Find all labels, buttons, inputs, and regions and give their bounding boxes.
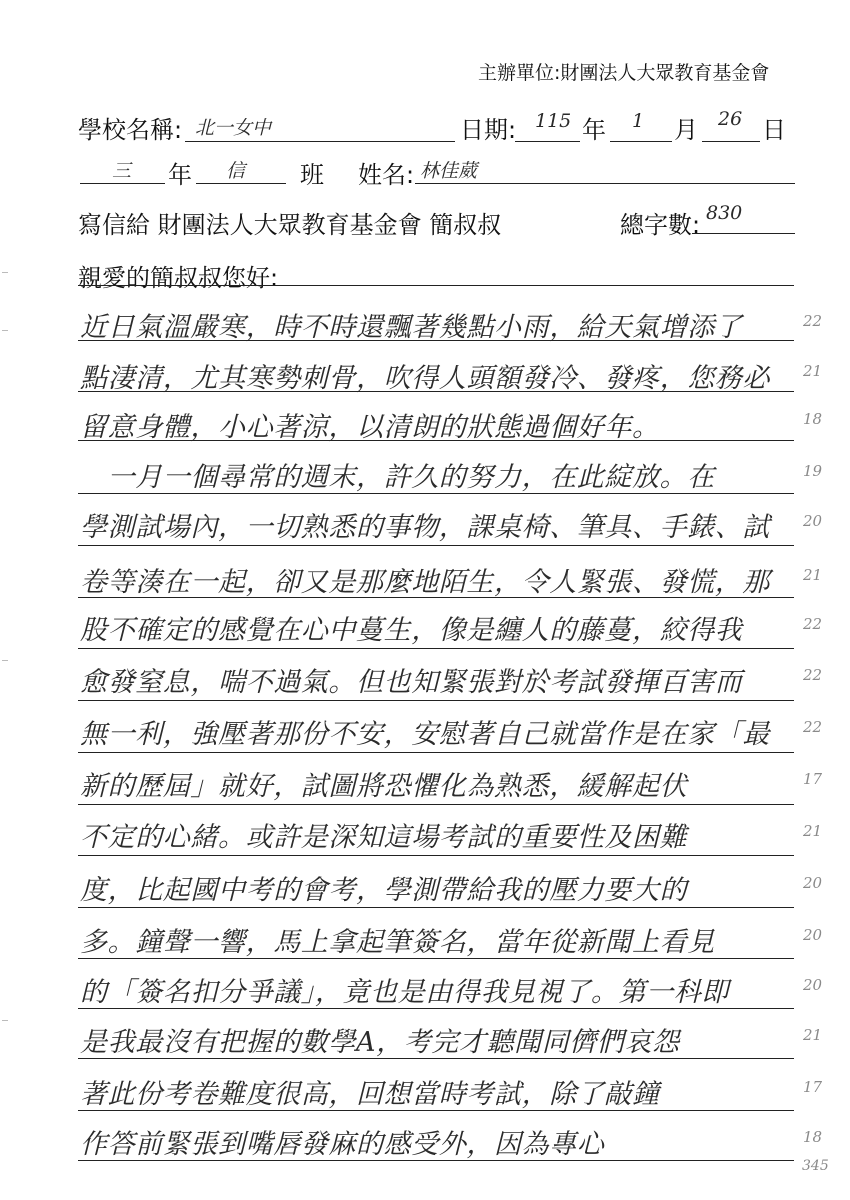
ruled-line — [78, 1008, 794, 1009]
line-count-6: 21 — [803, 566, 823, 584]
letter-line-12: 度，比起國中考的會考，學測帶給我的壓力要大的 — [80, 875, 688, 906]
ruled-line — [78, 700, 794, 701]
letter-line-2: 點淒清，尤其寒勢刺骨，吹得人頭額發冷、發疼，您務必 — [80, 363, 770, 394]
ruled-line — [78, 648, 794, 649]
letter-line-11: 不定的心緒。或許是深知這場考試的重要性及困難 — [80, 822, 688, 853]
line-count-13: 20 — [803, 926, 823, 944]
ruled-line — [78, 597, 794, 598]
date-year-value: 115 — [535, 110, 572, 132]
ruled-line — [78, 752, 794, 753]
year-underline — [515, 140, 580, 142]
line-count-14: 20 — [803, 976, 823, 994]
line-count-3: 18 — [803, 410, 823, 428]
ruled-line — [78, 958, 794, 959]
letter-line-6: 卷等湊在一起，卻又是那麼地陌生，令人緊張、發慌，那 — [80, 567, 770, 598]
ruled-line — [78, 804, 794, 805]
wordcount-value: 830 — [706, 202, 743, 224]
line-count-11: 21 — [803, 822, 823, 840]
ruled-line — [78, 1110, 794, 1111]
day-label: 日 — [762, 116, 786, 144]
wordcount-underline — [692, 232, 795, 234]
organizer-header: 主辦單位:財團法人大眾教育基金會 — [478, 62, 770, 84]
date-day-value: 26 — [718, 108, 743, 130]
ruled-line — [78, 285, 794, 286]
scan-edge-mark — [2, 272, 8, 273]
line-count-7: 22 — [803, 615, 823, 633]
line-count-1: 22 — [803, 312, 823, 330]
day-underline — [702, 140, 760, 142]
line-count-9: 22 — [803, 718, 823, 736]
scan-edge-mark — [2, 330, 8, 331]
letter-line-16: 著此份考卷難度很高，回想當時考試，除了敲鐘 — [80, 1079, 660, 1110]
letter-line-9: 無一利，強壓著那份不安，安慰著自己就當作是在家「最 — [80, 719, 770, 750]
letter-line-3: 留意身體，小心著涼，以清朗的狀態過個好年。 — [80, 412, 660, 443]
grade-value: 三 — [112, 160, 132, 182]
name-value: 林佳葳 — [420, 160, 478, 182]
scan-edge-mark — [2, 1020, 8, 1021]
date-label: 日期: — [460, 116, 517, 144]
wordcount-label: 總字數: — [620, 211, 701, 239]
recipient-line: 寫信給 財團法人大眾教育基金會 簡叔叔 — [78, 211, 502, 239]
line-count-15: 21 — [803, 1026, 823, 1044]
grade-label: 年 — [168, 161, 192, 189]
line-count-10: 17 — [803, 770, 823, 788]
letter-line-10: 新的歷屆」就好，試圖將恐懼化為熟悉，緩解起伏 — [80, 771, 688, 802]
letter-line-4: 一月一個尋常的週末，許久的努力，在此綻放。在 — [80, 462, 715, 493]
date-month-value: 1 — [632, 110, 645, 132]
line-count-2: 21 — [803, 362, 823, 380]
ruled-line — [78, 391, 794, 392]
ruled-line — [78, 1160, 794, 1161]
line-count-8: 22 — [803, 666, 823, 684]
scan-edge-mark — [2, 660, 8, 661]
letter-line-5: 學測試場內，一切熟悉的事物，課桌椅、筆具、手錶、試 — [80, 512, 770, 543]
ruled-line — [78, 855, 794, 856]
name-label: 姓名: — [358, 161, 415, 189]
school-underline — [185, 140, 455, 142]
line-count-5: 20 — [803, 512, 823, 530]
letter-line-8: 愈發窒息，喘不過氣。但也知緊張對於考試發揮百害而 — [80, 667, 743, 698]
ruled-line — [78, 440, 794, 441]
school-value: 北一女中 — [195, 117, 272, 139]
school-label: 學校名稱: — [78, 116, 183, 144]
class-label: 班 — [300, 161, 324, 189]
month-underline — [610, 140, 672, 142]
letter-line-13: 多。鐘聲一響，馬上拿起筆簽名，當年從新聞上看見 — [80, 927, 715, 958]
year-label: 年 — [582, 116, 606, 144]
letter-line-15: 是我最沒有把握的數學A，考完才聽聞同儕們哀怨 — [80, 1027, 680, 1058]
letter-line-14: 的「簽名扣分爭議」，竟也是由得我見視了。第一科即 — [80, 977, 729, 1008]
ruled-line — [78, 907, 794, 908]
ruled-line — [78, 340, 794, 341]
letter-line-1: 近日氣溫嚴寒，時不時還飄著幾點小雨，給天氣增添了 — [80, 312, 743, 343]
line-count-16: 17 — [803, 1078, 823, 1096]
letter-line-7: 股不確定的感覺在心中蔓生，像是纏人的藤蔓，絞得我 — [80, 615, 743, 646]
line-count-12: 20 — [803, 874, 823, 892]
ruled-line — [78, 1058, 794, 1059]
letter-line-17: 作答前緊張到嘴唇發麻的感受外，因為專心 — [80, 1129, 605, 1160]
greeting: 親愛的簡叔叔您好: — [78, 264, 279, 292]
class-value: 信 — [226, 160, 246, 182]
line-count-17: 18 — [803, 1128, 823, 1146]
ruled-line — [78, 545, 794, 546]
ruled-line — [78, 493, 794, 494]
page-total-count: 345 — [802, 1158, 829, 1174]
line-count-4: 19 — [803, 462, 823, 480]
month-label: 月 — [674, 116, 698, 144]
